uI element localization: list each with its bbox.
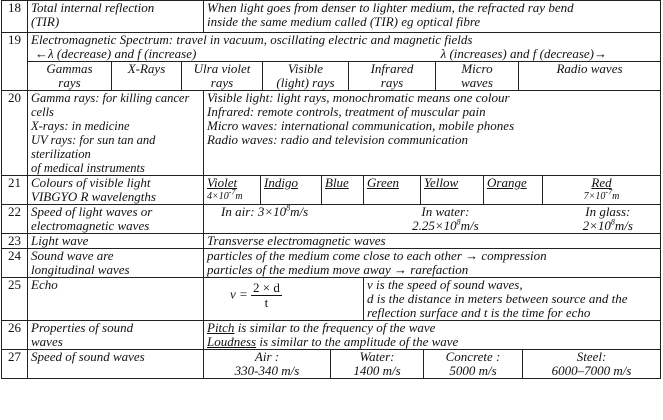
table-row — [2, 91, 661, 176]
table-row — [2, 1, 661, 33]
colour-indigo: Indigo — [261, 176, 322, 204]
row-detail — [204, 205, 661, 234]
colour-orange: Orange — [484, 176, 543, 204]
row-topic: Sound wave are longitudinal waves — [28, 249, 204, 278]
spectrum-cell — [28, 33, 661, 91]
row-detail: particles of the medium come close to each other → compression particles of the medium move away → rarefaction — [204, 249, 661, 278]
row-detail: Visible light: light rays, monochromatic means one colour Infrared: remote controls, treatment of muscular pain Micro waves: international communication, mobile phones Radio waves: radio and television communication — [204, 91, 661, 176]
row-topic: Properties of sound waves — [28, 321, 204, 350]
colour-cell — [204, 176, 661, 205]
row-topic: Speed of sound waves — [28, 350, 204, 379]
row-topic: Echo — [28, 278, 204, 321]
row-number: 20 — [2, 91, 28, 176]
row-topic: Light wave — [28, 234, 204, 249]
row-number: 18 — [2, 1, 28, 33]
notes-table — [1, 0, 661, 379]
light-speeds — [207, 205, 657, 233]
speed-concrete: Concrete : 5000 m/s — [424, 350, 523, 378]
speed-air: In air: $3\times 10^8m/s$ — [221, 204, 309, 219]
echo-explanation: v is the speed of sound waves, d is the distance in meters between source and the reflection surface and t is the time for echo — [367, 277, 628, 320]
direction-left: ←λ (decrease) and f (increase) — [35, 46, 197, 61]
colour-green: Green — [364, 176, 421, 204]
row-number: 21 — [2, 176, 28, 205]
colour-blue: Blue — [322, 176, 364, 204]
topic-line: Total internal reflection — [31, 0, 155, 15]
band-uv: Ulra violet rays — [182, 62, 263, 90]
row-topic — [28, 1, 204, 33]
speed-glass: In glass: $2\times 10^8m/s$ — [582, 204, 633, 233]
band-radio: Radio waves — [556, 61, 623, 76]
speed-steel: Steel: 6000–7000 m/s — [551, 349, 632, 378]
table-row — [2, 234, 661, 249]
row-number: 24 — [2, 249, 28, 278]
table-row — [2, 321, 661, 350]
row-number: 23 — [2, 234, 28, 249]
topic-line: (TIR) — [31, 14, 60, 29]
table-row — [2, 278, 661, 321]
table-row — [2, 249, 661, 278]
echo-content — [204, 278, 660, 320]
direction-right: λ (increases) and f (decrease)→ — [440, 46, 607, 61]
colour-yellow: Yellow — [421, 176, 484, 204]
band-micro: Micro waves — [436, 62, 519, 90]
band-infrared: Infrared rays — [349, 62, 436, 90]
row-number: 25 — [2, 278, 28, 321]
row-detail: Pitch is similar to the frequency of the wave Loudness is similar to the amplitude of the wave — [204, 321, 661, 350]
table-row — [2, 33, 661, 91]
sound-speeds — [204, 350, 661, 379]
row-number: 26 — [2, 321, 28, 350]
colour-red: Red $7\times 10^{-7}m$ — [583, 175, 620, 202]
colour-violet: Violet $4\times 10^{-7}m$ — [204, 176, 261, 204]
row-number: 27 — [2, 350, 28, 379]
row-topic: Gamma rays: for killing cancer cells X-rays: in medicine UV rays: for sun tan and sterilization of medical instruments — [28, 91, 204, 176]
table-row — [2, 205, 661, 234]
spectrum-heading: Electromagnetic Spectrum: travel in vacuum, oscillating electric and magnetic fields — [31, 32, 473, 47]
detail-line: inside the same medium called (TIR) eg optical fibre — [207, 14, 481, 29]
row-number: 19 — [2, 33, 28, 91]
row-detail: Transverse electromagnetic waves — [204, 234, 661, 249]
detail-line: When light goes from denser to lighter medium, the refracted ray bend — [207, 0, 574, 15]
row-topic: Colours of visible light VIBGYO R wavelengths — [28, 176, 204, 205]
speed-water: Water: 1400 m/s — [331, 350, 424, 378]
band-xray: X-Rays — [112, 62, 182, 90]
sound-speed-list — [204, 350, 660, 378]
echo-cell — [204, 278, 661, 321]
speed-air: Air : 330-340 m/s — [204, 350, 331, 378]
row-number: 22 — [2, 205, 28, 234]
table-row — [2, 350, 661, 379]
spectrum-bands — [28, 61, 660, 90]
row-topic: Speed of light waves or electromagnetic waves — [28, 205, 204, 234]
speed-water: In water: $2.25\times 10^8m/s$ — [412, 204, 479, 233]
table-row — [2, 176, 661, 205]
band-gamma: Gammas rays — [28, 62, 112, 90]
colour-list — [204, 176, 660, 204]
band-visible: Visible (light) rays — [263, 62, 349, 90]
row-detail — [204, 1, 661, 33]
echo-formula: v = $\frac{2 \times d}{t}$ — [204, 278, 364, 320]
spectrum-direction — [28, 47, 660, 61]
